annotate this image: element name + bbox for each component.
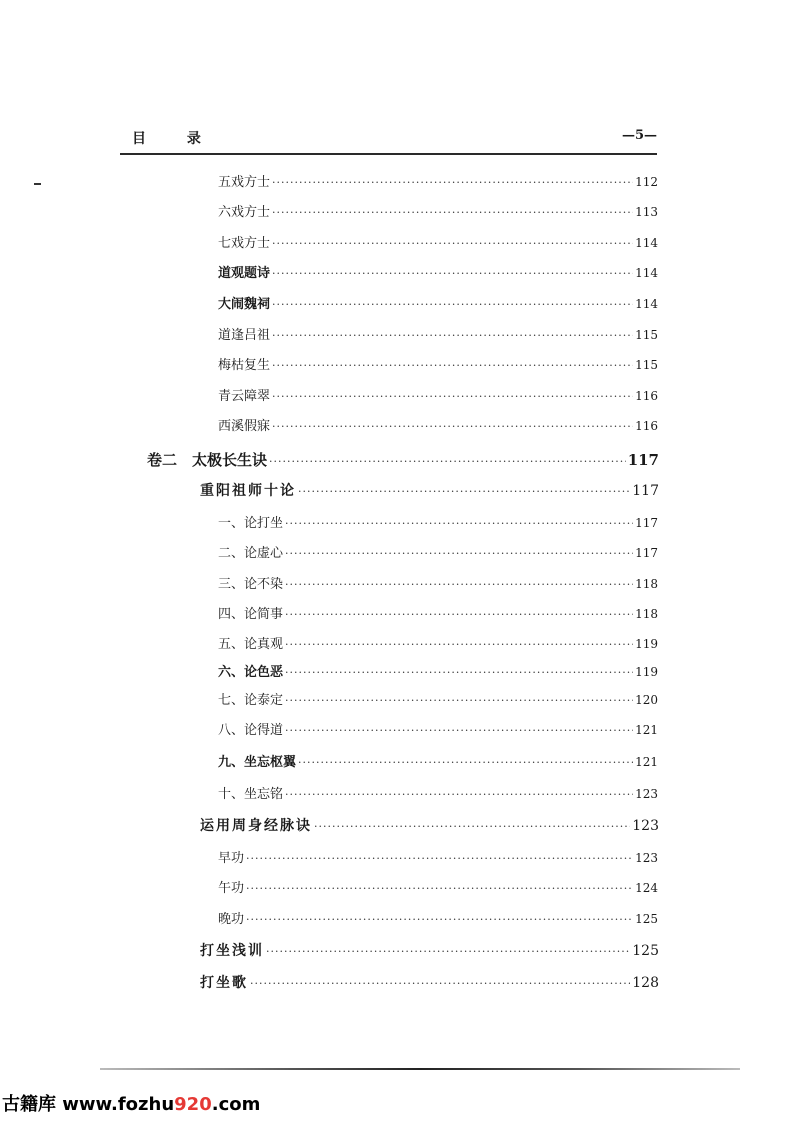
toc-entry-page: 119 [635,665,658,679]
toc-entry[interactable] [218,385,658,407]
watermark-accent: 920 [174,1094,212,1115]
toc-leader-dots [298,756,633,769]
toc-entry-page: 115 [635,328,658,342]
toc-entry-page: 117 [632,483,659,499]
toc-leader-dots [266,945,630,958]
toc-leader-dots [272,298,633,311]
toc-leader-dots [285,694,633,707]
toc-entry-page: 125 [635,912,658,926]
toc-leader-dots [285,638,633,651]
toc-entry-label: 三、论不染 [218,577,284,592]
toc-entry-label: 大闹魏祠 [218,297,271,312]
toc-leader-dots [285,666,633,679]
toc-entry[interactable] [218,847,658,869]
header-page-number: —5— [621,128,657,143]
toc-entry-page: 119 [635,637,658,651]
toc-entry-page: 115 [635,358,658,372]
toc-section-entry[interactable] [200,972,659,994]
toc-entry-page: 121 [635,755,658,769]
toc-entry-page: 116 [635,389,658,403]
toc-entry[interactable] [218,262,658,284]
toc-entry[interactable] [218,324,658,346]
toc-leader-dots [272,420,633,433]
toc-section-entry[interactable] [200,480,659,502]
toc-leader-dots [285,608,633,621]
toc-entry[interactable] [218,633,658,655]
toc-entry-label: 卷二 太极长生诀 [147,451,268,469]
toc-entry[interactable] [218,573,658,595]
toc-entry-page: 123 [635,851,658,865]
toc-leader-dots [298,485,630,498]
toc-section-entry[interactable] [200,815,659,837]
toc-entry-label: 运用周身经脉诀 [200,818,312,834]
toc-entry-page: 117 [635,516,658,530]
toc-entry-label: 早功 [218,851,245,866]
toc-entry-page: 113 [635,205,658,219]
toc-entry-label: 五戏方士 [218,175,271,190]
toc-leader-dots [246,882,633,895]
toc-entry-label: 八、论得道 [218,723,284,738]
toc-entry-label: 梅枯复生 [218,358,271,373]
toc-leader-dots [285,788,633,801]
toc-entry[interactable] [218,908,658,930]
toc-entry[interactable] [218,415,658,437]
toc-entry-label: 七戏方士 [218,236,271,251]
toc-entry-page: 125 [632,943,659,959]
toc-entry[interactable] [218,512,658,534]
toc-entry-page: 121 [635,723,658,737]
toc-entry[interactable] [218,783,658,805]
toc-leader-dots [285,547,633,560]
toc-entry-page: 114 [635,236,658,250]
toc-entry-page: 117 [627,451,659,469]
watermark-suffix: .com [211,1094,261,1115]
toc-leader-dots [272,267,633,280]
toc-entry-page: 117 [635,546,658,560]
header-title: 目 录 [132,131,219,147]
toc-leader-dots [272,176,633,189]
toc-leader-dots [272,329,633,342]
toc-entry-label: 一、论打坐 [218,516,284,531]
toc-entry-label: 晚功 [218,912,245,927]
toc-entry-label: 二、论虚心 [218,546,284,561]
toc-entry-page: 123 [635,787,658,801]
toc-entry-label: 打坐歌 [200,975,248,991]
site-watermark [2,1090,260,1116]
toc-leader-dots [246,852,633,865]
toc-entry[interactable] [218,293,658,315]
toc-leader-dots [285,724,633,737]
toc-entry[interactable] [218,232,658,254]
toc-entry-label: 六戏方士 [218,205,271,220]
toc-entry-label: 道观题诗 [218,266,271,281]
toc-leader-dots [285,517,633,530]
toc-leader-dots [314,820,630,833]
toc-leader-dots [285,578,633,591]
toc-entry-label: 打坐浅训 [200,943,264,959]
toc-leader-dots [272,237,633,250]
toc-entry-page: 123 [632,818,659,834]
toc-leader-dots [272,390,633,403]
toc-leader-dots [246,913,633,926]
toc-entry-label: 重阳祖师十论 [200,483,296,499]
watermark-prefix: 古籍库 www.fozhu [2,1094,175,1115]
toc-entry[interactable] [218,201,658,223]
toc-entry-label: 午功 [218,881,245,896]
toc-entry-page: 124 [635,881,658,895]
toc-entry-label: 九、坐忘枢翼 [218,755,297,770]
toc-entry-page: 120 [635,693,658,707]
toc-leader-dots [272,206,633,219]
toc-entry-label: 四、论简事 [218,607,284,622]
toc-entry-page: 116 [635,419,658,433]
toc-entry-page: 128 [632,975,659,991]
toc-entry[interactable] [218,877,658,899]
toc-chapter-entry[interactable] [147,449,659,471]
toc-section-entry[interactable] [200,940,659,962]
toc-entry[interactable] [218,751,658,773]
toc-entry[interactable] [218,603,658,625]
footer-rule [100,1068,740,1070]
toc-entry-page: 112 [635,175,658,189]
toc-entry-label: 青云障翠 [218,389,271,404]
toc-entry[interactable] [218,171,658,193]
toc-entry[interactable] [218,661,658,683]
toc-entry[interactable] [218,354,658,376]
toc-entry-label: 七、论泰定 [218,693,284,708]
toc-entry-label: 十、坐忘铭 [218,787,284,802]
toc-entry[interactable] [218,689,658,711]
toc-entry-label: 西溪假寐 [218,419,271,434]
toc-entry[interactable] [218,542,658,564]
toc-entry-label: 道逢吕祖 [218,328,271,343]
toc-entry-page: 118 [635,577,658,591]
toc-entry-page: 118 [635,607,658,621]
toc-entry-page: 114 [635,297,658,311]
toc-entry-label: 六、论色恶 [218,665,284,680]
toc-leader-dots [269,455,626,468]
toc-leader-dots [250,977,630,990]
toc-leader-dots [272,359,633,372]
toc-entry[interactable] [218,719,658,741]
toc-entry-page: 114 [635,266,658,280]
toc-entry-label: 五、论真观 [218,637,284,652]
